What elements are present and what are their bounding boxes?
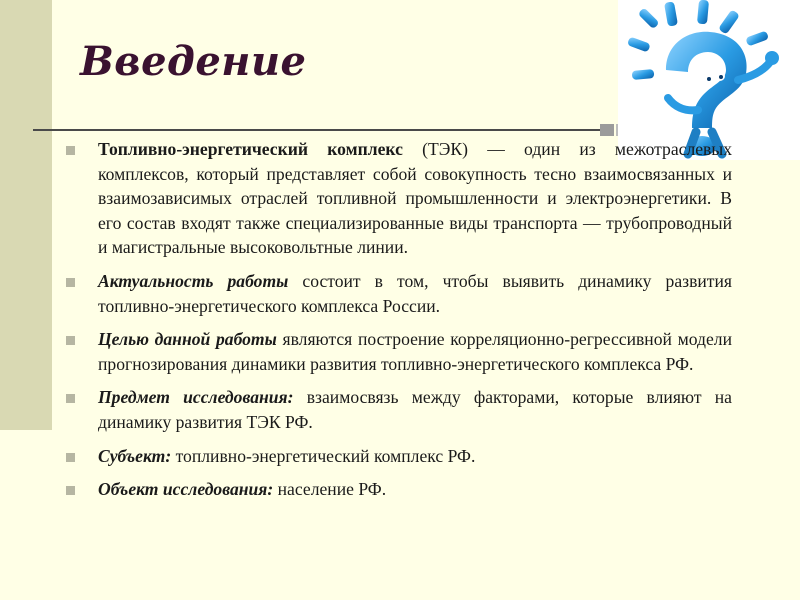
bullet-square-icon: [66, 146, 75, 155]
bullet-term: Актуальность работы: [98, 270, 289, 291]
list-item: [66, 385, 732, 434]
slide-title: Введение: [80, 38, 307, 85]
list-item: [66, 477, 732, 502]
bullet-square-icon: [66, 336, 75, 345]
list-item: [66, 444, 732, 469]
question-mark-figure-svg: [618, 0, 800, 160]
divider-marker: [600, 124, 614, 136]
bullet-square-icon: [66, 453, 75, 462]
bullet-text: (ТЭК) — один из межотраслевых комплексов, который представляет собой совокупность тесно взаимосвязанных и взаимозависимых отраслей топливной промышленности и электроэнергетики. В его состав входят также специализированные виды транспорта — трубопроводный и магистральные высоковольтные линии.: [98, 139, 732, 258]
bullet-term: Объект исследования:: [98, 479, 274, 500]
bullet-term: Субъект:: [98, 445, 172, 466]
bullet-text: состоит в том, чтобы выявить динамику развития топливно-энергетического комплекса России.: [98, 270, 733, 316]
bullet-square-icon: [66, 486, 75, 495]
bullet-term: Целью данной работы: [98, 329, 277, 350]
bullet-square-icon: [66, 394, 75, 403]
bullet-text: топливно-энергетический комплекс РФ.: [171, 445, 476, 466]
bullet-term: Топливно-энергетический комплекс: [98, 139, 403, 159]
bullet-term: Предмет исследования:: [98, 387, 294, 408]
bullet-text: взаимосвязь между факторами, которые влияют на динамику развития ТЭК РФ.: [98, 387, 732, 432]
list-item: [66, 137, 732, 260]
bullet-text: население РФ.: [273, 479, 387, 500]
bullet-text: являются построение корреляционно-регрессивной модели прогнозирования динамики развития топливно-энергетического комплекса РФ.: [98, 329, 732, 374]
list-item: [66, 269, 732, 318]
left-decor-band: [0, 0, 52, 430]
list-item: [66, 327, 732, 376]
title-divider: [33, 129, 600, 131]
question-mark-figure-icon: [618, 0, 800, 160]
bullet-list: [66, 137, 732, 511]
bullet-square-icon: [66, 278, 75, 287]
